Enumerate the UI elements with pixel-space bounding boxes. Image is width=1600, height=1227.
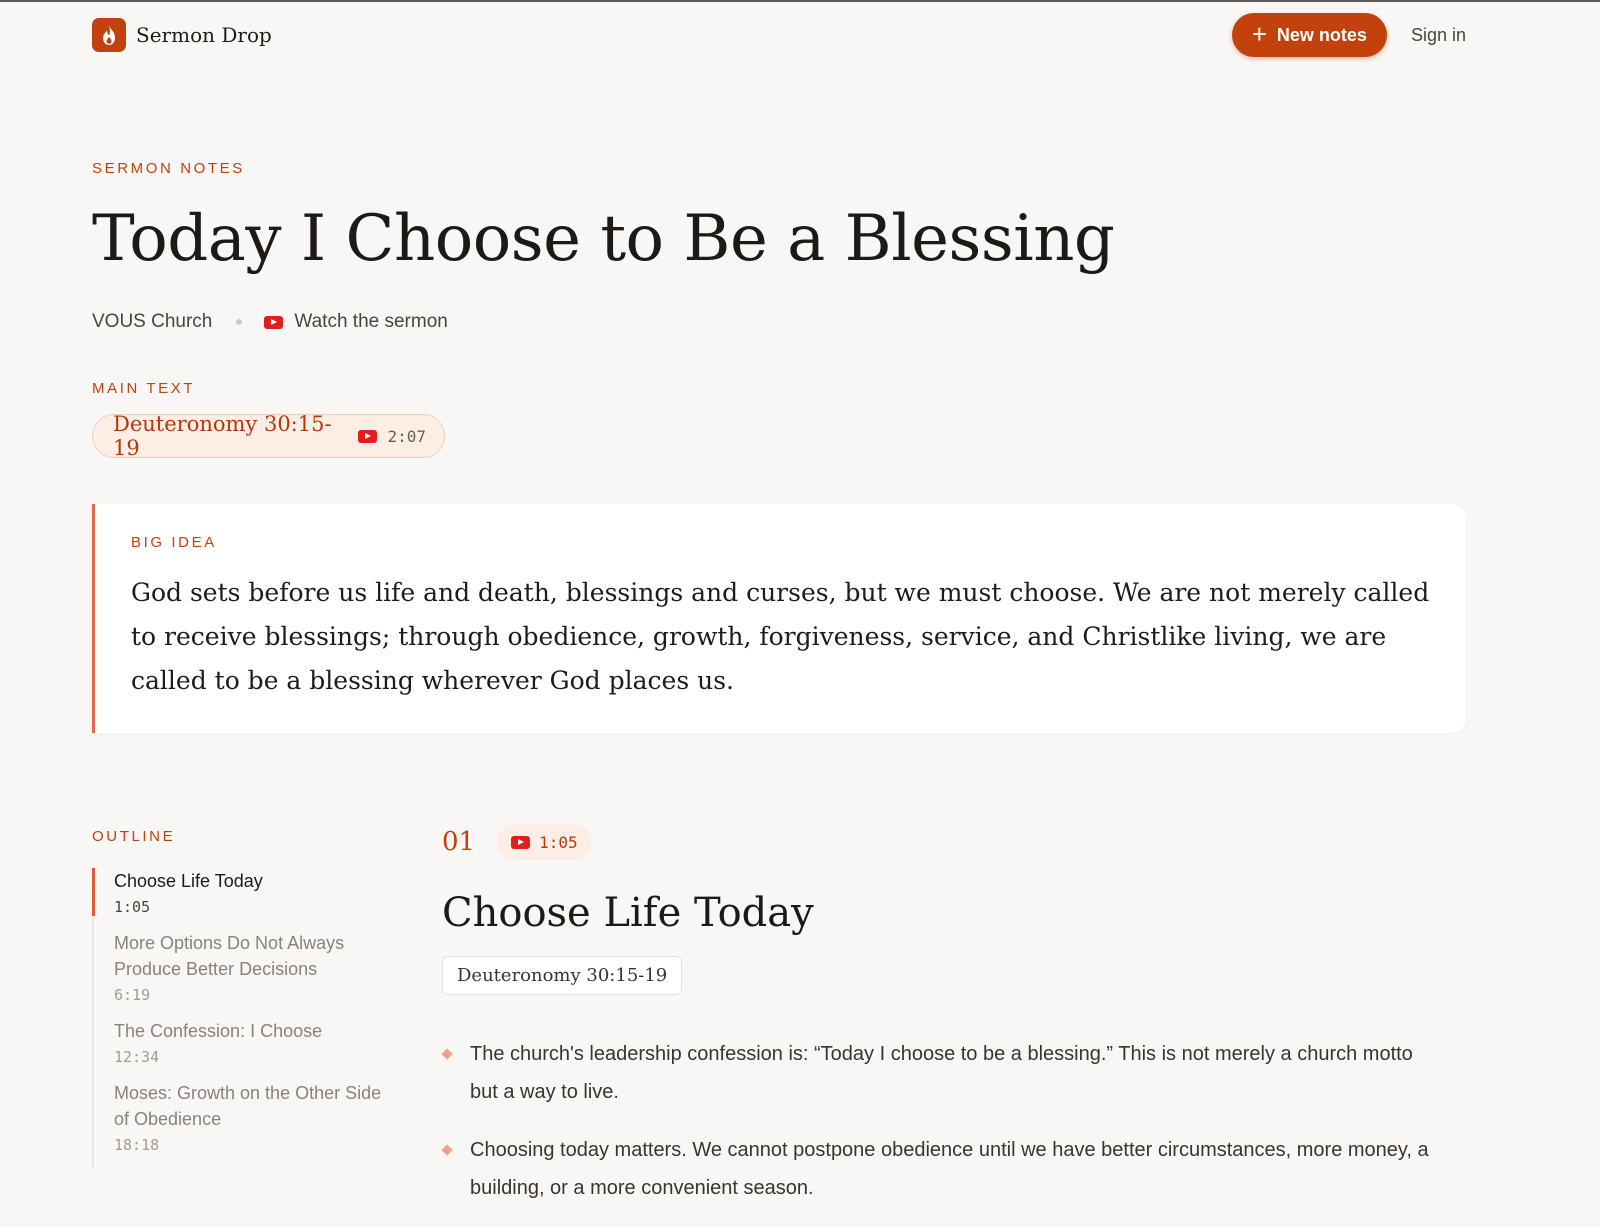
section-number: 01 [442, 827, 476, 857]
separator-dot [236, 319, 242, 325]
main-text-label: MAIN TEXT [92, 380, 196, 397]
section-reference-chip[interactable]: Deuteronomy 30:15-19 [442, 956, 682, 995]
big-idea-label: BIG IDEA [131, 534, 217, 551]
outline-item[interactable] [92, 868, 384, 916]
plus-icon: + [1251, 19, 1267, 49]
watch-sermon-label: Watch the sermon [294, 311, 448, 332]
outline-item-time: 18:18 [114, 1136, 160, 1154]
top-header [92, 2, 1466, 68]
flame-icon [92, 18, 126, 52]
outline-item-title: Moses: Growth on the Other Side of Obedience [114, 1083, 382, 1129]
brand[interactable] [92, 18, 272, 52]
main-text-pill[interactable] [92, 414, 445, 458]
outline-item-time: 12:34 [114, 1048, 160, 1066]
bullet-point: The church's leadership confession is: “Today I choose to be a blessing.” This is not merely a church motto but a way to live. [442, 1035, 1442, 1111]
youtube-icon [511, 836, 530, 849]
big-idea-card [92, 504, 1466, 733]
page-title: Today I Choose to Be a Blessing [92, 202, 1115, 276]
church-name: VOUS Church [92, 311, 213, 332]
outline-item[interactable] [94, 930, 384, 1004]
brand-name: Sermon Drop [136, 23, 272, 47]
outline-item-title: The Confession: I Choose [114, 1021, 323, 1041]
bullet-point: Choosing today matters. We cannot postpone obedience until we have better circumstances, more money, a building, or a more convenient season. [442, 1131, 1442, 1207]
outline-item[interactable] [94, 1018, 384, 1066]
watch-sermon-link[interactable] [264, 311, 447, 333]
section-bullets [442, 1035, 1442, 1207]
section-header [442, 824, 1442, 860]
section-time: 1:05 [539, 832, 578, 852]
sign-in-link[interactable]: Sign in [1410, 24, 1466, 45]
big-idea-text: God sets before us life and death, blessings and curses, but we must choose. We are not merely called to receive blessings; through obedience, growth, forgiveness, service, and Christlike living, we are called to be a blessing wherever God places us. [131, 578, 1430, 695]
main-text-reference: Deuteronomy 30:15-19 [113, 412, 332, 460]
eyebrow-label: SERMON NOTES [92, 160, 245, 177]
header-actions [1232, 13, 1466, 57]
outline-nav [92, 868, 384, 1168]
sermon-meta [92, 311, 448, 333]
outline-item-time: 6:19 [114, 986, 151, 1004]
outline-item-title: More Options Do Not Always Produce Better Decisions [114, 933, 345, 979]
main-text-time: 2:07 [387, 426, 426, 446]
new-notes-button[interactable] [1232, 13, 1387, 57]
outline-item-time: 1:05 [114, 898, 151, 916]
outline-item[interactable] [94, 1080, 384, 1154]
youtube-icon [264, 316, 283, 329]
section-title: Choose Life Today [442, 890, 814, 936]
section-timestamp[interactable] [497, 824, 592, 860]
outline-label: OUTLINE [92, 828, 176, 845]
youtube-icon [358, 430, 377, 443]
outline-section [442, 824, 1442, 1227]
outline-item-title: Choose Life Today [114, 871, 263, 891]
new-notes-label: New notes [1276, 24, 1367, 45]
main-text-timestamp[interactable] [358, 427, 426, 446]
